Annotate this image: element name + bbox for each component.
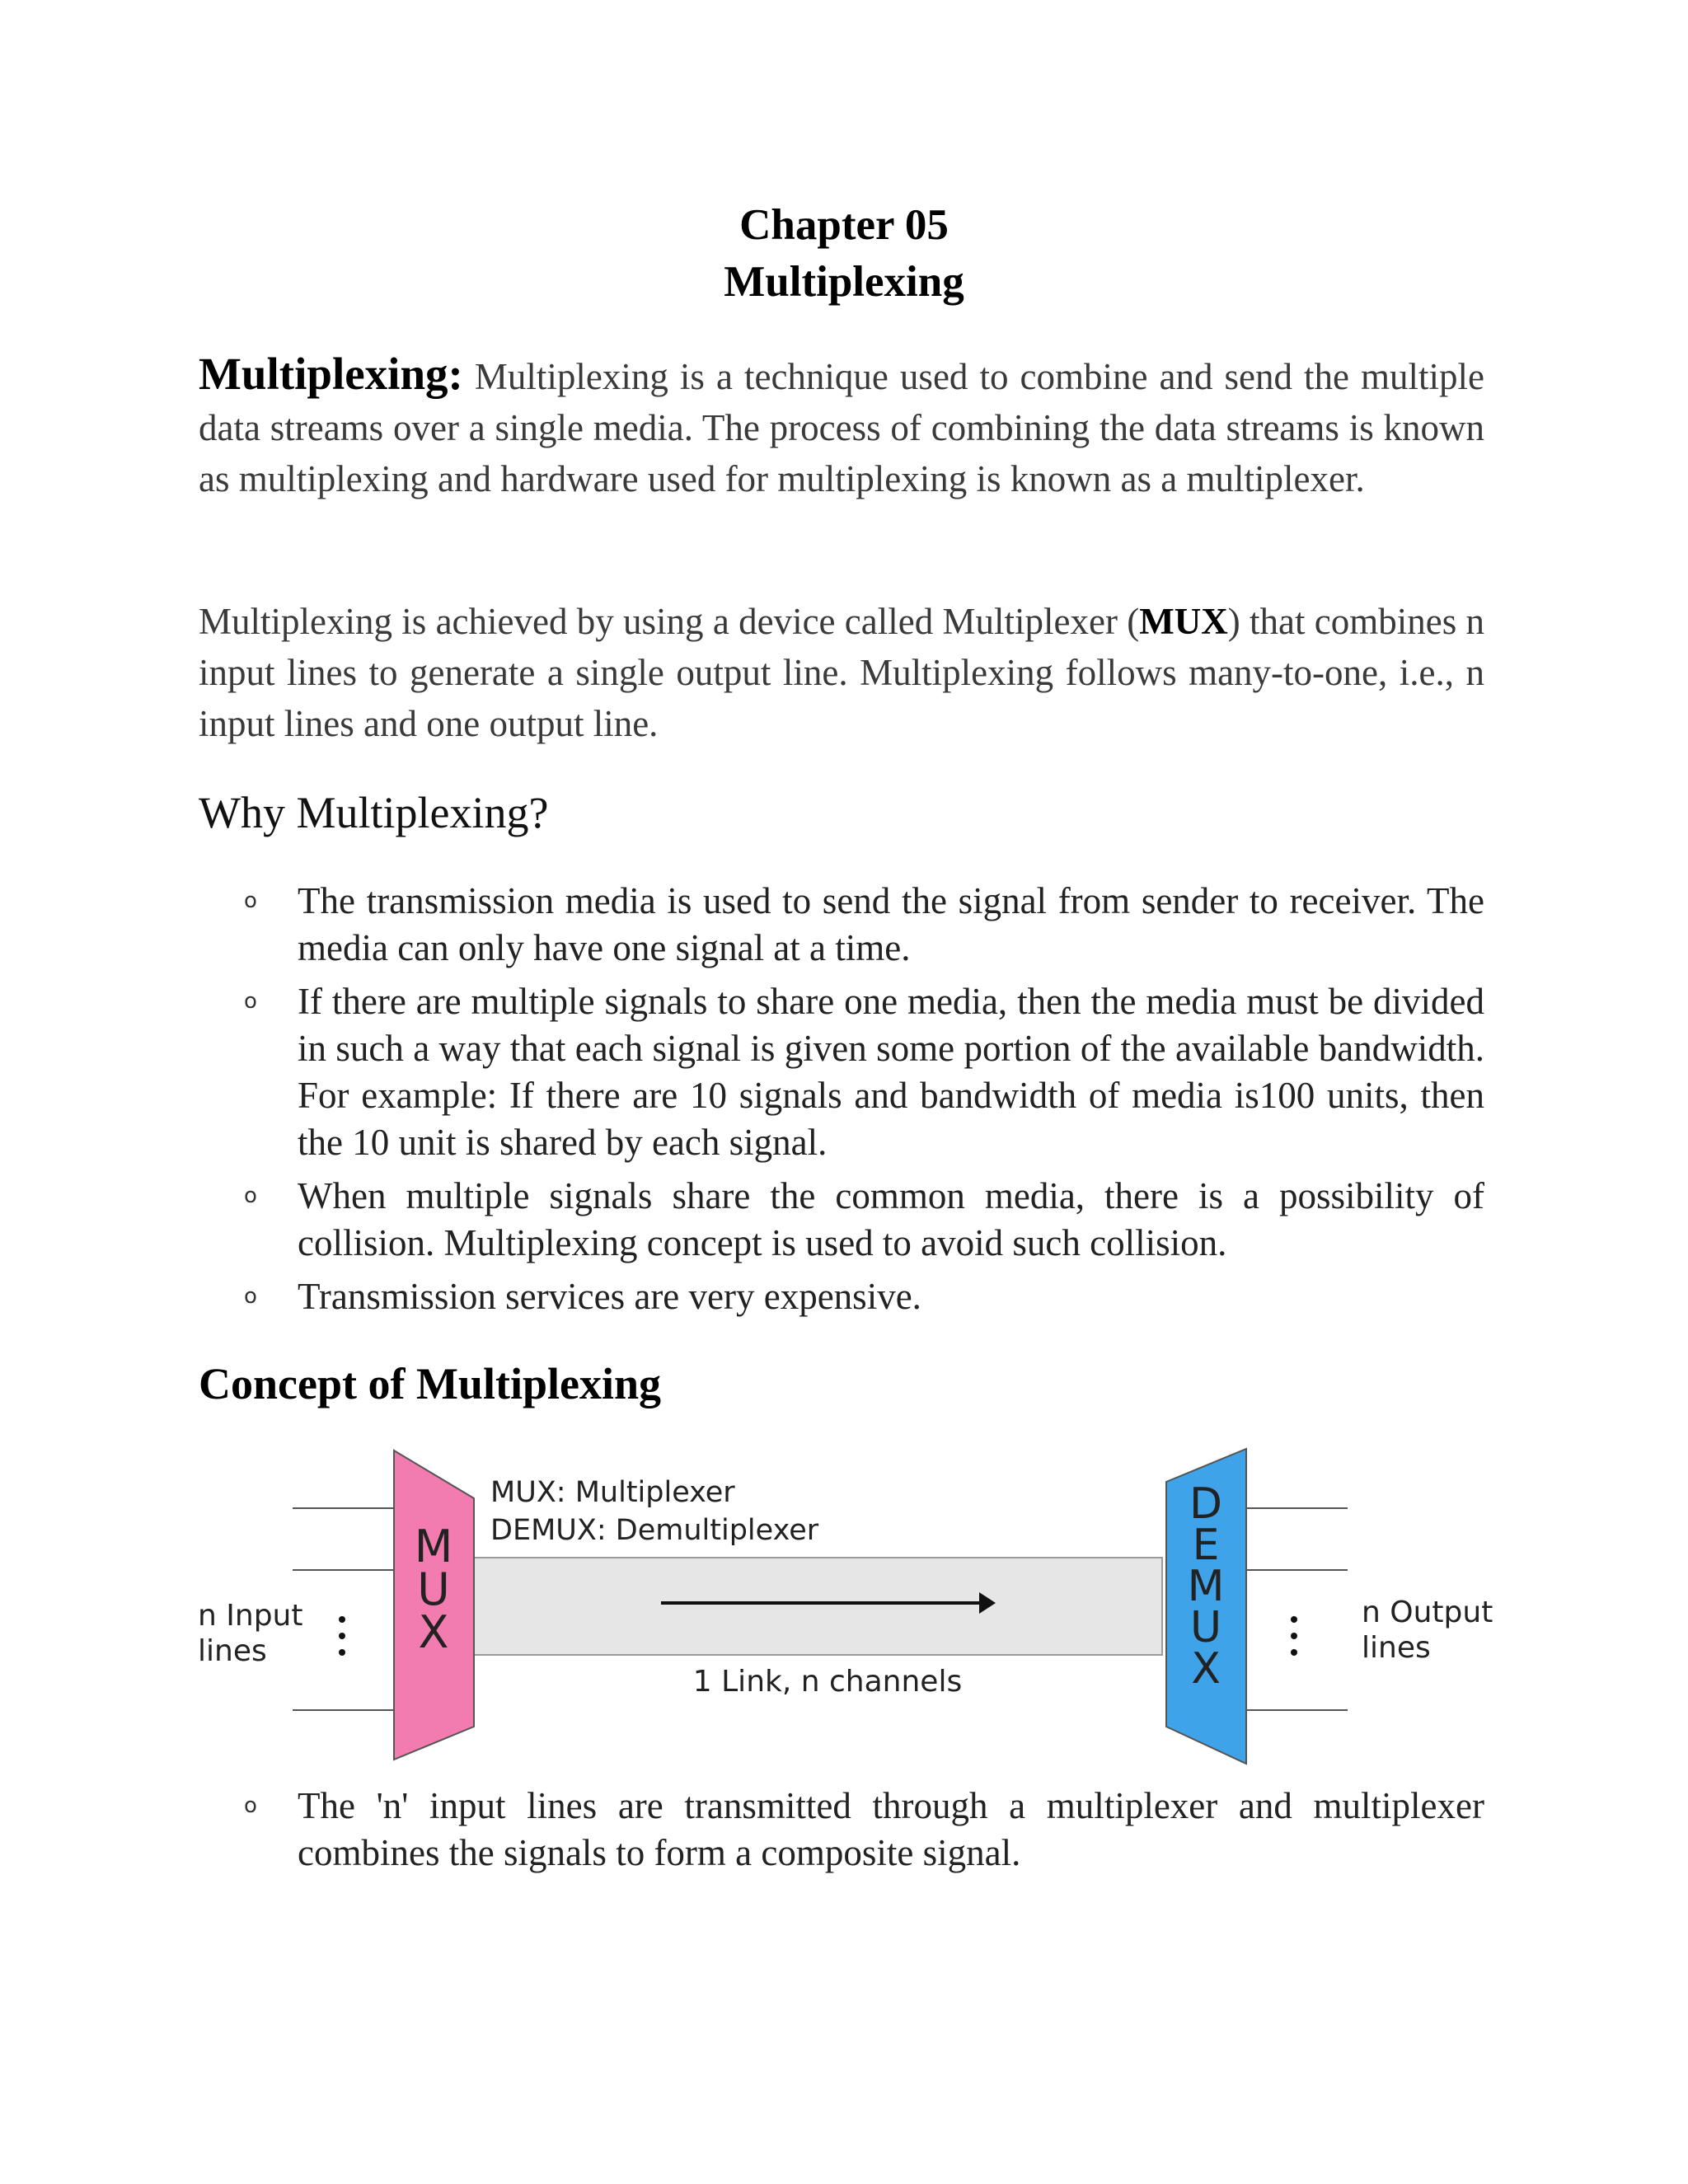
list-item: o The transmission media is used to send the signal from sender to receiver. The media can only have one signal at a time.	[199, 878, 1484, 972]
why-heading: Why Multiplexing?	[199, 788, 549, 837]
ellipsis-dot	[339, 1616, 345, 1623]
mux-paragraph-after: ) that combines n input lines to generate a single output line. Multiplexing follows many-to-one, i.e., n input lines and one output line.	[199, 601, 1484, 744]
link-label: 1 Link, n channels	[692, 1665, 963, 1699]
mux-paragraph	[199, 596, 1484, 749]
demux-letter: D	[1189, 1479, 1223, 1529]
bullet-marker: o	[244, 989, 257, 1014]
input-label: n Input	[198, 1599, 303, 1633]
ellipsis-dot	[339, 1649, 345, 1656]
ellipsis-dot	[1291, 1649, 1297, 1656]
list-item: o If there are multiple signals to share one media, then the media must be divided in such a way that each signal is given some portion of the available bandwidth. For example: If there are 10 signals and bandwidth of media is100 units, then the 10 unit is shared by each signal.	[199, 978, 1484, 1166]
mux-letter: M	[414, 1521, 453, 1572]
mux-abbrev: MUX	[1139, 601, 1228, 642]
ellipsis-dot	[1291, 1616, 1297, 1623]
output-label: n Output	[1362, 1596, 1493, 1629]
mux-paragraph-before: Multiplexing is achieved by using a device called Multiplexer (	[199, 601, 1140, 642]
demux-letter: X	[1191, 1644, 1221, 1694]
mux-letter: U	[417, 1563, 450, 1615]
list-item: o The 'n' input lines are transmitted through a multiplexer and multiplexer combines the signals to form a composite signal.	[199, 1783, 1484, 1877]
multiplexing-diagram	[190, 1434, 1508, 1780]
legend-demux: DEMUX: Demultiplexer	[490, 1514, 819, 1547]
chapter-number: Chapter 05	[739, 201, 949, 249]
list-item: o Transmission services are very expensive.	[199, 1273, 1484, 1320]
chapter-title: Multiplexing	[724, 258, 964, 306]
bullet-marker: o	[244, 1284, 257, 1309]
output-label: lines	[1362, 1631, 1431, 1665]
ellipsis-dot	[339, 1633, 345, 1639]
demux-letter: U	[1189, 1603, 1222, 1652]
legend-mux: MUX: Multiplexer	[490, 1476, 735, 1509]
concept-heading: Concept of Multiplexing	[199, 1359, 661, 1408]
input-label: lines	[198, 1634, 267, 1668]
demux-letter: M	[1187, 1562, 1225, 1611]
why-bullet-list	[199, 878, 1484, 1327]
mux-letter: X	[418, 1606, 449, 1658]
concept-bullet-list	[199, 1783, 1484, 1883]
bullet-marker: o	[244, 888, 257, 913]
intro-paragraph	[199, 349, 1484, 504]
link-channel	[470, 1558, 1162, 1655]
list-item: o When multiple signals share the common media, there is a possibility of collision. Multiplexing concept is used to avoid such collision.	[199, 1173, 1484, 1267]
bullet-marker: o	[244, 1793, 257, 1818]
intro-definition: Multiplexing is a technique used to combine and send the multiple data streams over a single media. The process of combining the data streams is known as multiplexing and hardware used for multiplexing is known as a multiplexer.	[199, 356, 1484, 499]
bullet-marker: o	[244, 1183, 257, 1208]
demux-letter: E	[1192, 1521, 1220, 1570]
ellipsis-dot	[1291, 1633, 1297, 1639]
intro-term: Multiplexing:	[199, 349, 463, 399]
